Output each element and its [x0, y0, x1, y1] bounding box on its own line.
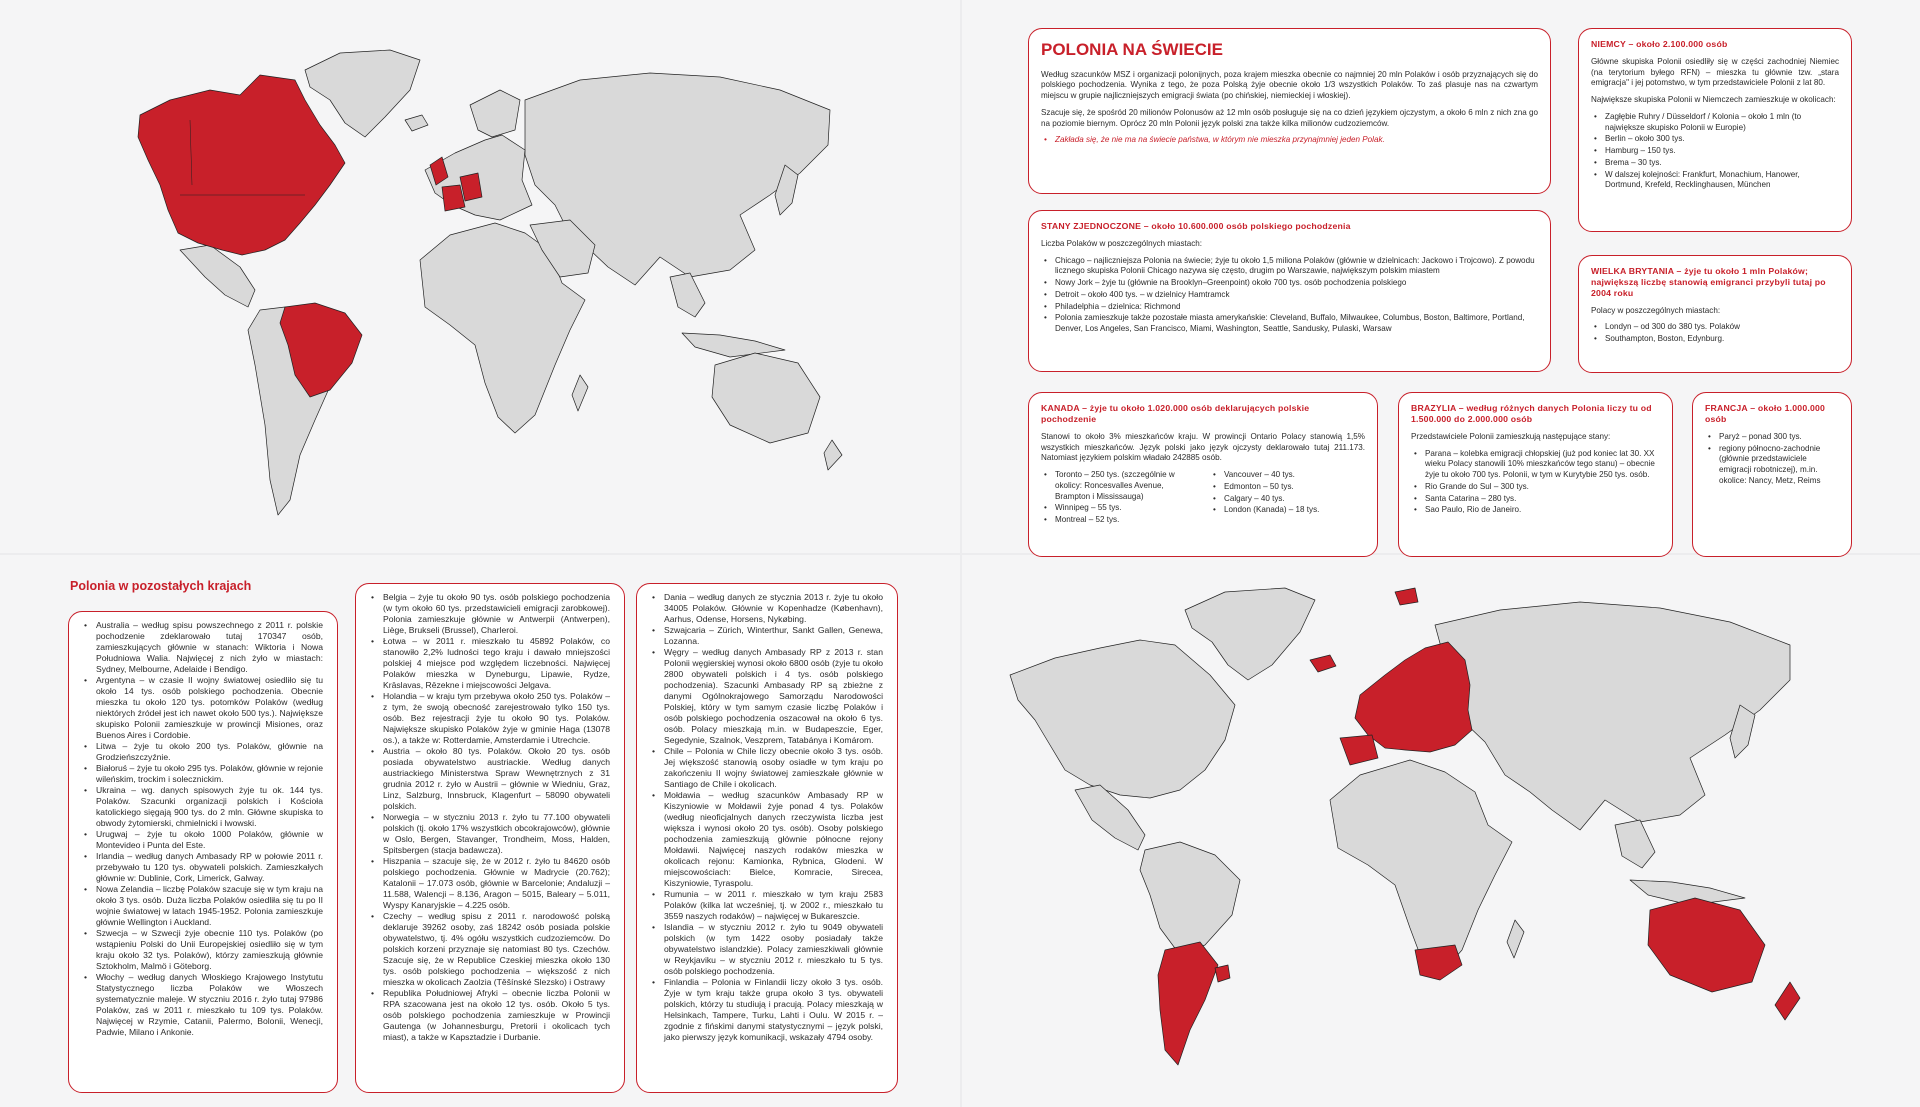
country-item: • Austria – około 80 tys. Polaków. Około 20 tys. osób posiada obywatelstwo austriackie. Według danych austriackiego Ministerstwa Spraw Wewnętrznych z 31 grudnia 2012 r. żyło w Austrii – głównie w Wiedniu, Graz, Linz, Salzburg, Innsbruck, Klagenfurt – 58090 obywateli polskich.	[368, 746, 610, 812]
new-zealand	[824, 440, 842, 470]
intro-paragraph-1: Według szacunków MSZ i organizacji polonijnych, poza krajem mieszka obecnie co najmniej 20 mln Polaków i osób przyznających się do polskiego pochodzenia. Wynika z tego, że poza Polską żyje obecnie około 1/3 wszystkich Polaków. To zaś plasuje nas na czwartym miejscu w grupie najliczniejszych emigracji świata (po chińskiej, niemieckiej i włoskiej).	[1041, 69, 1538, 101]
madagascar	[572, 375, 588, 411]
canada-item: • Winnipeg – 55 tys.	[1041, 503, 1196, 514]
europe-highlight	[1355, 642, 1472, 752]
australia-highlight	[1648, 898, 1765, 992]
germany-item: • Berlin – około 300 tys.	[1591, 134, 1839, 145]
world-map-americas-highlight	[130, 45, 850, 520]
north-america	[1010, 640, 1235, 798]
country-item: • Republika Południowej Afryki – obecnie liczba Polonii w RPA szacowana jest na około 12 tys. osób. Około 5 tys. osób polskiego pochodzenia zamieszkuje w Prowincji Gautenga (w Johannesburgu, Pretorii i okolicach tych miast), a także w Kapsztadzie i Durbanie.	[368, 988, 610, 1043]
argentina-chile-highlight	[1158, 942, 1218, 1065]
world-map-svg-2	[1000, 580, 1890, 1080]
france-box	[1692, 392, 1852, 557]
usa-title: STANY ZJEDNOCZONE – około 10.600.000 osób polskiego pochodzenia	[1041, 221, 1351, 231]
brazil-title: BRAZYLIA – według różnych danych Polonia liczy tu od 1.500.000 do 2.000.000 osób	[1411, 403, 1652, 424]
world-map-svg	[130, 45, 850, 520]
country-item: • Szwajcaria – Zürich, Winterthur, Sankt Gallen, Genewa, Lozanna.	[649, 625, 883, 647]
france-item: • Paryż – ponad 300 tys.	[1705, 432, 1839, 443]
africa	[1330, 760, 1512, 975]
uk-lead: Polacy w poszczególnych miastach:	[1591, 305, 1721, 315]
brazil-item: • Rio Grande do Sul – 300 tys.	[1411, 482, 1660, 493]
iberia-highlight	[1340, 735, 1378, 765]
iceland-highlight	[1310, 655, 1336, 672]
country-item: • Finlandia – Polonia w Finlandii liczy około 3 tys. osób. Żyje w tym kraju także grupa około 3 tys. obywateli polskich, którzy tu studiują i pracują. Polacy mieszkają w Helsinkach, Tampere, Turku, Lahti i Oulu. W 2015 r. – zgodnie z fińskimi danymi statystycznymi – język polski, jako pierwszy język komunikacji, wskazały 4794 osoby.	[649, 977, 883, 1043]
france-item: • regiony północno-zachodnie (głównie przedstawiciele emigracji robotniczej), m.in. okolice: Nancy, Metz, Reims	[1705, 444, 1839, 487]
uk-item: • Southampton, Boston, Edynburg.	[1591, 334, 1839, 345]
country-item: • Białoruś – żyje tu około 295 tys. Polaków, głównie w rejonie wileńskim, trockim i solecznickim.	[81, 763, 323, 785]
brazil-item: • Santa Catarina – 280 tys.	[1411, 494, 1660, 505]
australia	[712, 353, 820, 443]
page-title: POLONIA NA ŚWIECIE	[1041, 40, 1223, 59]
country-item: • Ukraina – wg. danych spisowych żyje tu ok. 144 tys. Polaków. Szacunki organizacji polskich i Kościoła katolickiego sięgają 900 tys. do 2 mln. Główne skupiska to obwody żytomierski, chmielnicki i lwowski.	[81, 785, 323, 829]
country-item: • Mołdawia – według szacunków Ambasady RP w Kiszyniowie w Mołdawii żyje ponad 4 tys. Polaków (według nieoficjalnych danych rzeczywista liczba jest większa i wynosi około 20 tys. osób). Osoby polskiego pochodzenia zamieszkują głównie północne rejony Mołdawii. Najwięcej naszych rodaków mieszka w okolicach rejonu: Kamionka, Rybnica, Glodeni. W miejscowościach: Bielce, Komracie, Sirecea, Kiszyniowie, Tyraspolu.	[649, 790, 883, 889]
intro-note: • Zakłada się, że nie ma na świecie państwa, w którym nie mieszka przynajmniej jeden Polak.	[1041, 135, 1538, 146]
uk-list	[1591, 322, 1839, 345]
col1-list	[81, 620, 323, 1038]
canada-list-left	[1041, 470, 1196, 527]
canada-box	[1028, 392, 1378, 557]
canada-title: KANADA – żyje tu około 1.020.000 osób deklarujących polskie pochodzenie	[1041, 403, 1310, 424]
usa-item: • Polonia zamieszkuje także pozostałe miasta amerykańskie: Cleveland, Buffalo, Milwaukee, Columbus, Boston, Baltimore, Portland, Denver, Los Angeles, San Francisco, Miami, Washington, Seattle, Sandusky, Pulaski, Warsaw	[1041, 313, 1538, 335]
usa-item: • Chicago – najliczniejsza Polonia na świecie; żyje tu około 1,5 miliona Polaków (głównie w dzielnicach: Jackowo i Trojcowo). Z powodu licznego skupiska Polonii Chicago nazywa się często, drugim po Warszawie, największym polskim miastem	[1041, 256, 1538, 278]
south-africa-highlight	[1415, 945, 1462, 980]
usa-item: • Detroit – około 400 tys. – w dzielnicy Hamtramck	[1041, 290, 1538, 301]
germany-item: • Zagłębie Ruhry / Düsseldorf / Kolonia – około 1 mln (to największe skupisko Polonii w Europie)	[1591, 112, 1839, 134]
canada-item: • Vancouver – 40 tys.	[1210, 470, 1365, 481]
country-item: • Islandia – w styczniu 2012 r. żyło tu 9049 obywateli polskich (w tym 1422 osoby posiadały także obywatelstwo islandzkie). Polacy zamieszkiwali głównie w Reykjaviku – w styczniu 2012 r. mieszkało tu 5 tys. osób polskiego pochodzenia.	[649, 922, 883, 977]
brazil-item: • Sao Paulo, Rio de Janeiro.	[1411, 505, 1660, 516]
country-item: • Węgry – według danych Ambasady RP z 2013 r. stan Polonii węgierskiej wynosi około 6800 osób (żyje tu około 2800 obywateli polskich i 4 tys. osób polskiego pochodzenia). Szacunki Ambasady RP są zbieżne z danymi Ogólnokrajowego Samorządu Narodowości Polskiej, który w tym samym czasie liczbę Polaków i osób polskiego pochodzenia oszacował na około 6 tys. osób. Polacy mieszkają m.in. w Budapeszcie, Eger, Segedynie, Szalnok, Veszprem, Tatabánya i Komárom.	[649, 647, 883, 746]
usa-list	[1041, 256, 1538, 335]
country-item: • Hiszpania – szacuje się, że w 2012 r. żyło tu 84620 osób polskiego pochodzenia. Głównie w Madrycie (20.762); Katalonii – 17.073 osób, głównie w Barcelonie; Andaluzji – 11.588, Walencji – 8.136, Aragon – 5015, Baleary – 5.011, Wyspy Kanaryjskie – 4.225 osób.	[368, 856, 610, 911]
uruguay-highlight	[1215, 965, 1230, 982]
other-countries-column-2	[355, 583, 625, 1093]
southeast-asia	[670, 273, 705, 317]
canada-item: • Edmonton – 50 tys.	[1210, 482, 1365, 493]
svalbard-highlight	[1395, 588, 1418, 605]
germany-box	[1578, 28, 1852, 232]
country-item: • Szwecja – w Szwecji żyje obecnie 110 tys. Polaków (po wstąpieniu Polski do Unii Europejskiej osiedliło się w tym kraju około 32 tys. Polaków), którzy zamieszkują głównie Sztokholm, Malmö i Göteborg.	[81, 928, 323, 972]
country-item: • Argentyna – w czasie II wojny światowej osiedliło się tu około 14 tys. osób polskiego pochodzenia. Obecnie mieszka tu około 120 tys. potomków Polaków (według niektórych źródeł jest ich nawet około 500 tys.). Największe skupisko Polonii zamieszkuje w prowincji Misiones, oraz Buenos Aires i Cordobie.	[81, 675, 323, 741]
canada-item: • London (Kanada) – 18 tys.	[1210, 505, 1365, 516]
uk-box	[1578, 255, 1852, 373]
france-title: FRANCJA – około 1.000.000 osób	[1705, 403, 1826, 424]
iceland	[405, 115, 428, 131]
france-list	[1705, 432, 1839, 487]
country-item: • Urugwaj – żyje tu około 1000 Polaków, głównie w Montevideo i Punta del Este.	[81, 829, 323, 851]
usa-item: • Nowy Jork – żyje tu (głównie na Brooklyn–Greenpoint) około 700 tys. osób pochodzenia polskiego	[1041, 278, 1538, 289]
country-item: • Nowa Zelandia – liczbę Polaków szacuje się w tym kraju na około 3 tys. osób. Duża liczba Polaków osiedliła się tu po II wojnie światowej w latach 1945-1952. Polonia zamieszkuje głównie Wellington i Auckland.	[81, 884, 323, 928]
greenland	[305, 50, 420, 137]
usa-item: • Philadelphia – dzielnica: Richmond	[1041, 302, 1538, 313]
col2-list	[368, 592, 610, 1043]
other-countries-title: Polonia w pozostałych krajach	[70, 579, 252, 593]
new-zealand-highlight	[1775, 982, 1800, 1020]
canada-item: • Toronto – 250 tys. (szczególnie w okolicy: Roncesvalles Avenue, Brampton i Mississauga)	[1041, 470, 1196, 502]
other-countries-column-1	[68, 611, 338, 1093]
country-item: • Włochy – według danych Włoskiego Krajowego Instytutu Statystycznego liczba Polaków we Włoszech systematycznie maleje. W styczniu 2016 r. żyło tutaj 97986 Polaków, zaś w 2011 r. mieszkało tu 109 tys. Polaków. Najwięcej w Rzymie, Catanii, Palermo, Bolonii, Wenecji, Padwie, Milano i Ankonie.	[81, 972, 323, 1038]
col3-list	[649, 592, 883, 1043]
intro-paragraph-2: Szacuje się, że spośród 20 milionów Polonusów aż 12 mln osób posługuje się na co dzień językiem ojczystym, a około 6 mln z nich zna go na poziomie biernym. Oprócz 20 mln Polonii język polski zna także kilka milionów cudzoziemców.	[1041, 107, 1538, 128]
country-item: • Norwegia – w styczniu 2013 r. żyło tu 77.100 obywateli polskich (tj. około 17% wszystkich obcokrajowców), głównie w Oslo, Bergen, Stavanger, Trondheim, Moss, Halden, Spitsbergen (stacja badawcza).	[368, 812, 610, 856]
madagascar	[1507, 920, 1524, 958]
brazil-lead: Przedstawiciele Polonii zamieszkują następujące stany:	[1411, 431, 1611, 441]
country-item: • Dania – według danych ze stycznia 2013 r. żyje tu około 34005 Polaków. Głównie w Kopenhadze (København), Aarhus, Odense, Horsens, Nykøbing.	[649, 592, 883, 625]
indonesia	[682, 333, 785, 357]
uk-item: • Londyn – od 300 do 380 tys. Polaków	[1591, 322, 1839, 333]
country-item: • Łotwa – w 2011 r. mieszkało tu 45892 Polaków, co stanowiło 2,2% ludności tego kraju i dawało mniejszości polskiej 4 miejsce pod względem liczebności. Najwięcej Polaków mieszka w Dyneburgu, Lipawie, Rydze, Krāslavas, Rēzekne i miejscowości Jelgava.	[368, 636, 610, 691]
north-america-highlight	[138, 75, 345, 255]
greenland	[1185, 588, 1315, 680]
world-map-other-countries	[1000, 580, 1890, 1080]
country-item: • Belgia – żyje tu około 90 tys. osób polskiego pochodzenia (w tym około 60 tys. przedstawicieli emigracji zarobkowej). Polonia zamieszkuje głównie w Antwerpii (Antwerpen), Liège, Brukseli (Brussel), Charleroi.	[368, 592, 610, 636]
country-item: • Rumunia – w 2011 r. mieszkało w tym kraju 2583 Polaków (kilka lat wcześniej, tj. w 2002 r., mieszkało tu 3559 naszych rodaków) – najwięcej w Bukareszcie.	[649, 889, 883, 922]
germany-item: • Hamburg – 150 tys.	[1591, 146, 1839, 157]
country-item: • Czechy – według spisu z 2011 r. narodowość polską deklaruje 39262 osoby, zaś 18242 osób posiada polskie obywatelstwo, tj. 4% ogółu wszystkich cudzoziemców. Do polskich korzeni przyznaje się natomiast 80 tys. Czechów. Szacuje się, że w Republice Czeskiej mieszka około 130 tys. osób polskiego pochodzenia – większość z nich mieszka w okolicach Zaolzia (Těšínské Slezsko) i Ostrawy	[368, 911, 610, 988]
germany-paragraph-2: Największe skupiska Polonii w Niemczech zamieszkuje w okolicach:	[1591, 95, 1836, 105]
uk-title: WIELKA BRYTANIA – żyje tu około 1 mln Polaków; największą liczbę stanowią emigranci przybyli tutaj po 2004 roku	[1591, 266, 1826, 298]
canada-item: • Montreal – 52 tys.	[1041, 515, 1196, 526]
germany-list	[1591, 112, 1839, 191]
country-item: • Chile – Polonia w Chile liczy obecnie około 3 tys. osób. Jej większość stanowią osoby osiadłe w tym kraju po zakończeniu II wojny światowej zamieszkałe głównie w Santiago de Chile i okolicach.	[649, 746, 883, 790]
brazil-box	[1398, 392, 1673, 557]
germany-item: • Brema – 30 tys.	[1591, 158, 1839, 169]
scandinavia	[470, 90, 520, 137]
country-item: • Irlandia – według danych Ambasady RP w połowie 2011 r. przebywało tu 120 tys. obywateli polskich. Zamieszkałych głównie w: Dublinie, Cork, Limerick, Galway.	[81, 851, 323, 884]
usa-box	[1028, 210, 1551, 372]
brazil-item: • Parana – kolebka emigracji chłopskiej (już pod koniec lat 30. XX wieku Polacy stanowili 10% mieszkańców tego stanu) – obecnie żyje tu około 700 tys. Polonii, w tym w Kurytybie 250 tys. osób.	[1411, 449, 1660, 481]
country-item: • Litwa – żyje tu około 200 tys. Polaków, głównie na Grodzieńszczyźnie.	[81, 741, 323, 763]
canada-paragraph: Stanowi to około 3% mieszkańców kraju. W prowincji Ontario Polacy stanowią 1,5% wszystkich mieszkańców. Język polski jako język ojczysty deklarowało tutaj 211.173. Natomiast językiem polskim władało 242885 osób.	[1041, 431, 1365, 463]
country-item: • Australia – według spisu powszechnego z 2011 r. polskie pochodzenie zdeklarowało tutaj 170347 osób, zamieszkujących głównie w stanach: Wiktoria i Nowa Południowa Walia. Najwięcej z nich żyło w miastach: Sydney, Melbourne, Adelaide i Bendigo.	[81, 620, 323, 675]
germany-paragraph-1: Główne skupiska Polonii osiedliły się w części zachodniej Niemiec (na terytorium byłego RFN) – mieszka tu głównie tzw. „stara emigracja" i jej potomstwo, w tym przedstawiciele Polonii z lat 80.	[1591, 56, 1839, 88]
southeast-asia	[1615, 820, 1655, 868]
south-america-north	[1140, 842, 1240, 955]
country-item: • Holandia – w kraju tym przebywa około 250 tys. Polaków – z tym, że swoją obecność zarejestrowało tylko 150 tys. osób. Bez rejestracji żyje tu około 90 tys. Polaków. Największe skupisko Polaków żyje w gminie Haga (13078 os.), a także w: Rotterdamie, Amsterdamie i Utrechcie.	[368, 691, 610, 746]
germany-item: • W dalszej kolejności: Frankfurt, Monachium, Hanower, Dortmund, Krefeld, Recklinghausen, München	[1591, 170, 1839, 192]
canada-list-right	[1210, 470, 1365, 527]
canada-item: • Calgary – 40 tys.	[1210, 494, 1365, 505]
intro-box	[1028, 28, 1551, 194]
other-countries-column-3	[636, 583, 898, 1093]
germany-title: NIEMCY – około 2.100.000 osób	[1591, 39, 1728, 49]
brazil-list	[1411, 449, 1660, 517]
usa-lead: Liczba Polaków w poszczególnych miastach:	[1041, 238, 1203, 248]
